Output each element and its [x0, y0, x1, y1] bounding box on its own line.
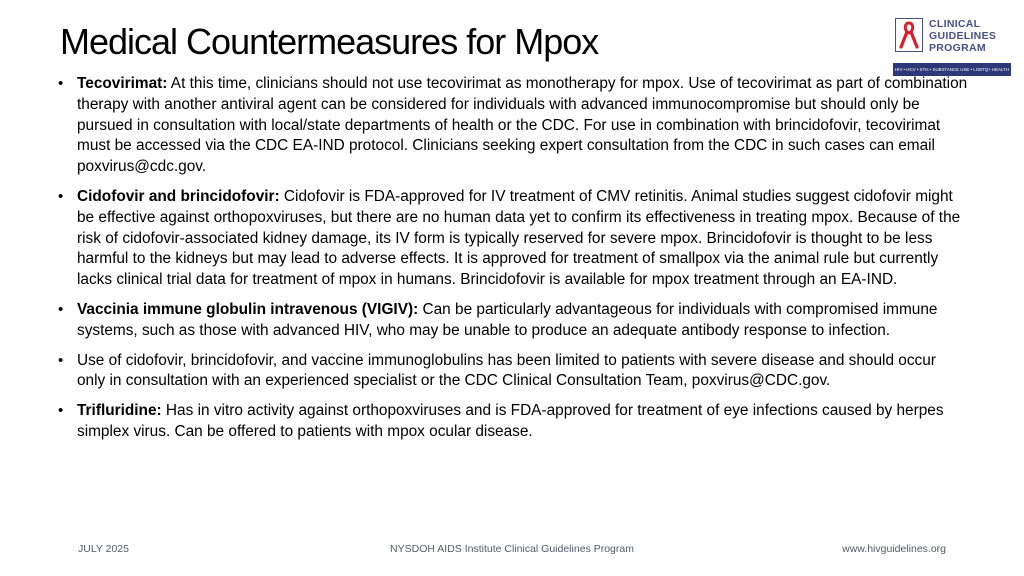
bullet-limited-use — [56, 351, 968, 393]
bullet-list — [56, 74, 968, 452]
bullet-vigiv — [56, 300, 968, 342]
bullet-label: Vaccinia immune globulin intravenous (VIGIV): — [77, 300, 419, 318]
slide-title: Medical Countermeasures for Mpox — [60, 21, 599, 62]
logo-line-program: PROGRAM — [929, 42, 986, 54]
logo-wordmark — [929, 18, 1011, 54]
footer-program: NYSDOH AIDS Institute Clinical Guidelines Program — [390, 543, 634, 555]
footer-website: www.hivguidelines.org — [842, 543, 946, 555]
bullet-text: Use of cidofovir, brincidofovir, and vaccine immunoglobulins has been limited to patients with severe disease and should occur only in consultation with an experienced specialist or the CDC Clinical Consultation Team, poxvirus@CDC.gov. — [77, 351, 936, 390]
bullet-text: At this time, clinicians should not use tecovirimat as monotherapy for mpox. Use of tecovirimat as part of combination therapy with another antiviral agent can be considered for individuals with advanced immunocompromise but should only be pursued in consultation with local/state departments of health or the CDC. For use in combination with brincidofovir, tecovirimat must be accessed via the CDC EA-IND protocol. Clinicians seeking expert consultation from the CDC in such cases can email poxvirus@cdc.gov. — [77, 75, 968, 176]
bullet-text: Can be particularly advantageous for individuals with compromised immune systems, such as those with advanced HIV, who may be unable to produce an adequate antibody response to infection. — [77, 300, 938, 339]
bullet-text: Has in vitro activity against orthopoxviruses and is FDA-approved for treatment of eye infections caused by herpes simplex virus. Can be offered to patients with mpox ocular disease. — [77, 402, 944, 440]
bullet-text: Cidofovir is FDA-approved for IV treatment of CMV retinitis. Animal studies suggest cidofovir might be effective against orthopoxviruses, but there are no human data yet to confirm its effectiveness in treating mpox. Because of the risk of cidofovir-associated kidney damage, its IV form is typically reserved for severe mpox. Brincidofovir is thought to be less harmful to the kidneys but may lead to adverse effects. It is approved for treatment of smallpox via the animal rule but currently lacks clinical trial data for treatment of mpox in humans. Brincidofovir is available for mpox treatment through an EA-IND. — [77, 187, 961, 289]
bullet-label: Tecovirimat: — [77, 75, 168, 92]
bullet-label: Cidofovir and brincidofovir: — [77, 187, 280, 205]
logo-line-guidelines: GUIDELINES — [929, 30, 997, 42]
bullet-trifluridine — [56, 401, 968, 443]
bullet-label: Trifluridine: — [77, 402, 162, 420]
clinical-guidelines-program-logo — [893, 14, 1011, 76]
bullet-tecovirimat — [56, 74, 968, 178]
logo-tagline-strip: HIV • HCV • STIs • SUBSTANCE USE • LGBTQ+ HEALTH — [893, 63, 1011, 76]
logo-line-clinical: CLINICAL — [929, 18, 981, 30]
footer-date: JULY 2025 — [78, 543, 129, 555]
bullet-cidofovir-brincidofovir — [56, 187, 968, 291]
ribbon-logo-icon — [895, 18, 923, 52]
